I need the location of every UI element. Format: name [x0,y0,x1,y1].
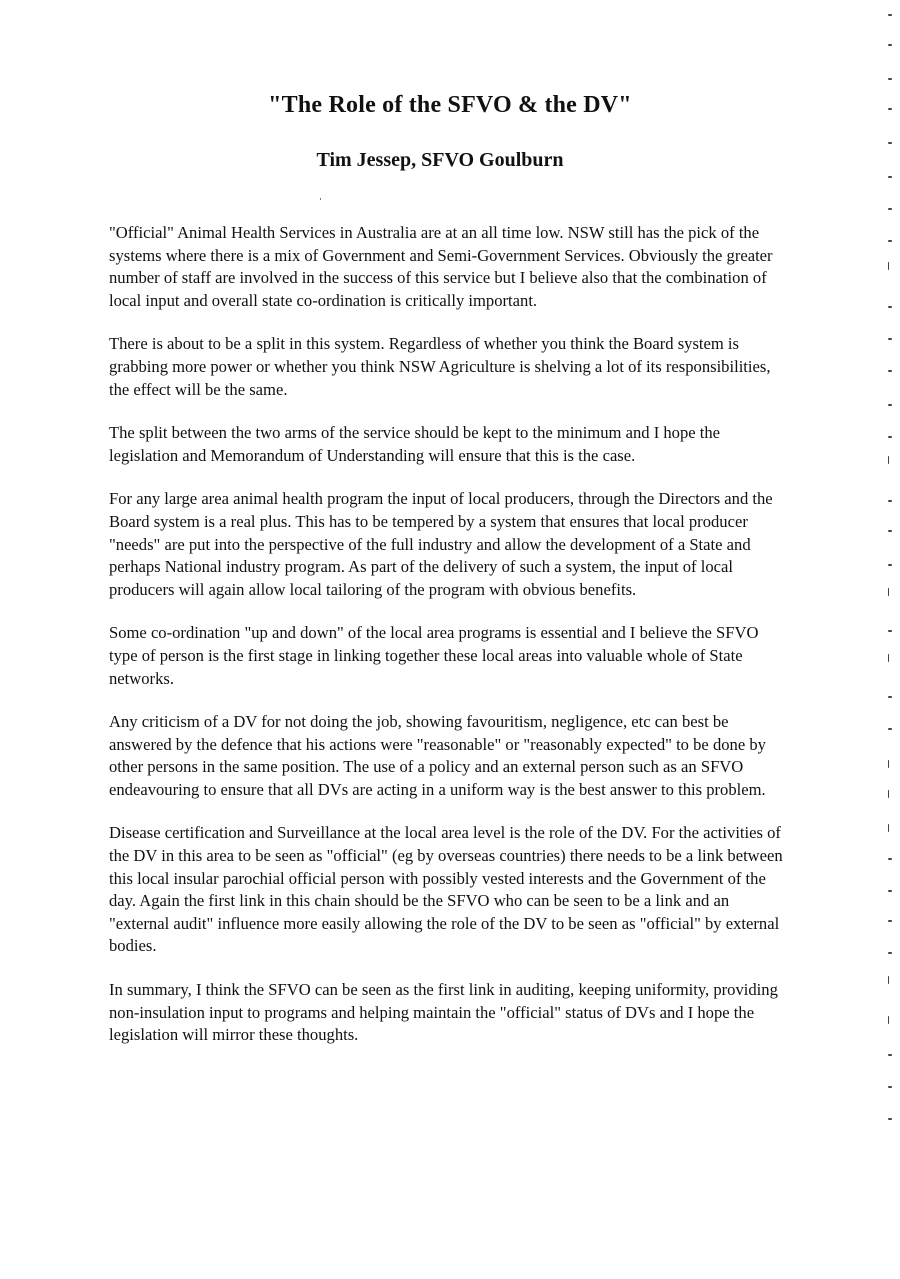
scan-mark [888,78,892,80]
scan-mark [888,976,889,984]
scan-mark [888,44,892,46]
scan-mark [888,890,892,892]
document-body [109,222,789,1068]
paragraph-7: Disease certification and Surveillance at the local area level is the role of the DV. For the activities of the DV in this area to be seen as "official" (eg by overseas countries) there needs to be a link between this local insular parochial official person with possibly vested interests and the Government of the day. Again the first link in this chain should be the SFVO who can be seen to be a link and an "external audit" influence more easily allowing the role of the DV to be seen as "official" by external bodies. [109,823,783,956]
scan-mark [888,1016,889,1024]
scan-mark [888,108,892,110]
scan-speck [320,198,321,200]
scan-mark [888,262,889,270]
scan-mark [888,142,892,144]
scan-mark [888,14,892,16]
scan-mark [888,696,892,698]
scan-mark [888,176,892,178]
scan-mark [888,436,892,438]
scan-mark [888,456,889,464]
scan-mark [888,1086,892,1088]
paragraph-8: In summary, I think the SFVO can be seen as the first link in auditing, keeping uniformity, providing non-insulation input to programs and helping maintain the "official" status of DVs and I hope the legislation will mirror these thoughts. [109,980,778,1045]
scan-mark [888,630,892,632]
scan-mark [888,208,892,210]
scan-mark [888,1118,892,1120]
scan-margin-artifacts [888,0,900,1279]
document-author: Tim Jessep, SFVO Goulburn [316,149,564,171]
paragraph-1: "Official" Animal Health Services in Australia are at an all time low. NSW still has the pick of the systems where there is a mix of Government and Semi-Government Services. Obviously the greater number of staff are involved in the success of this service but I believe also that the combination of local input and overall state co-ordination is critically important. [109,223,773,310]
scan-mark [888,338,892,340]
scan-mark [888,1054,892,1056]
scan-mark [888,920,892,922]
scan-mark [888,824,889,832]
paragraph-6: Any criticism of a DV for not doing the job, showing favouritism, negligence, etc can best be answered by the defence that his actions were "reasonable" or "reasonably expected" to be done by other persons in the same position. The use of a policy and an external person such as an SFVO endeavouring to ensure that all DVs are acting in a uniform way is the best answer to this problem. [109,712,766,799]
scan-mark [888,306,892,308]
scan-mark [888,760,889,768]
scan-mark [888,588,889,596]
scan-mark [888,654,889,662]
scan-mark [888,564,892,566]
scan-mark [888,240,892,242]
paragraph-4: For any large area animal health program the input of local producers, through the Directors and the Board system is a real plus. This has to be tempered by a system that ensures that local producer "needs" are put into the perspective of the full industry and allow the development of a State and perhaps National industry program. As part of the delivery of such a system, the input of local producers will again allow local tailoring of the program with obvious benefits. [109,489,773,599]
paragraph-2: There is about to be a split in this system. Regardless of whether you think the Board system is grabbing more power or whether you think NSW Agriculture is shelving a lot of its responsibilities, the effect will be the same. [109,334,771,399]
scan-mark [888,728,892,730]
scan-mark [888,858,892,860]
scan-mark [888,404,892,406]
scan-mark [888,500,892,502]
paragraph-5: Some co-ordination "up and down" of the local area programs is essential and I believe the SFVO type of person is the first stage in linking together these local areas into valuable whole of State networks. [109,623,759,688]
scan-mark [888,952,892,954]
scan-mark [888,370,892,372]
scan-mark [888,530,892,532]
paragraph-3: The split between the two arms of the service should be kept to the minimum and I hope the legislation and Memorandum of Understanding will ensure that this is the case. [109,423,721,465]
scan-mark [888,790,889,798]
document-title: "The Role of the SFVO & the DV" [268,92,632,118]
